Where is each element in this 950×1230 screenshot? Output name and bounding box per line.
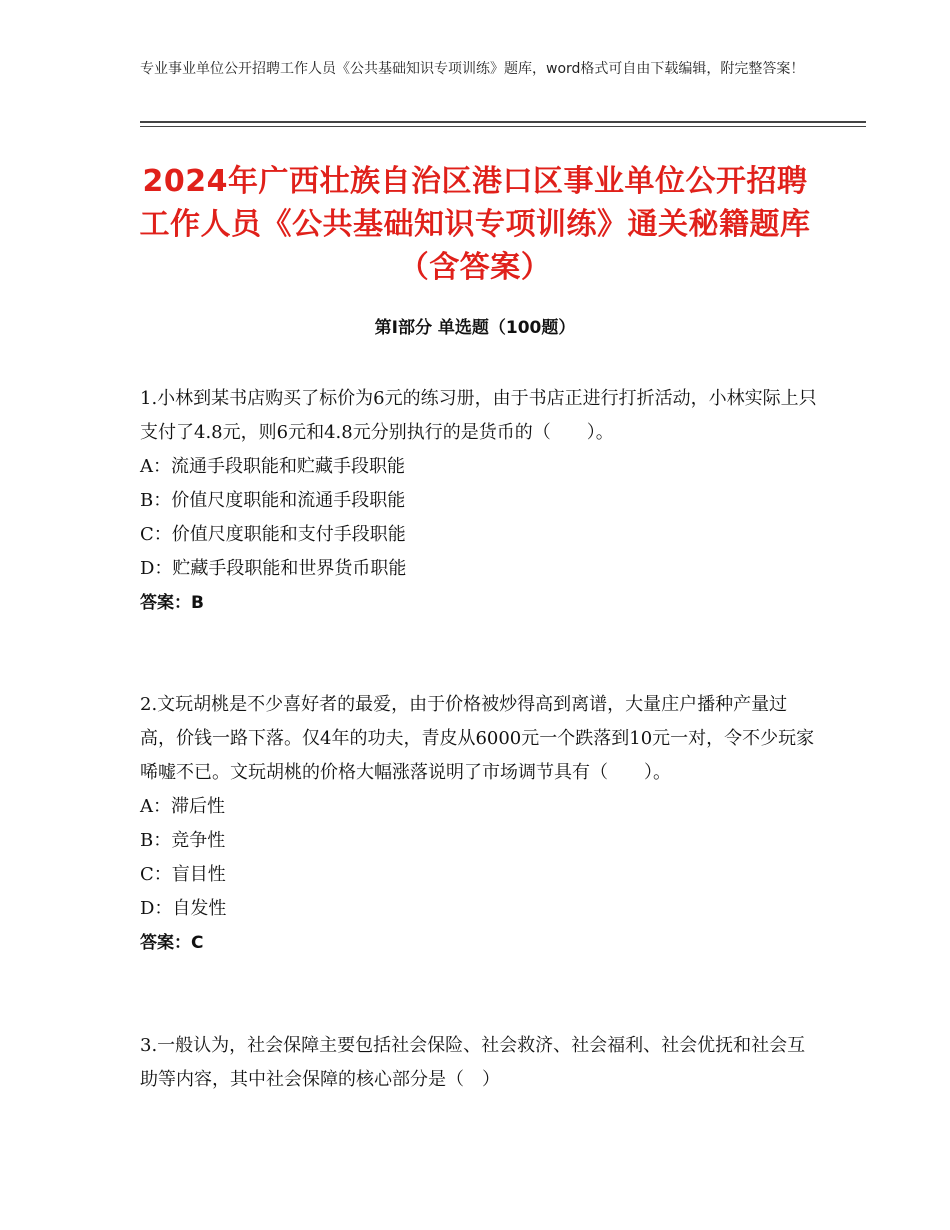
option-a: A：流通手段职能和贮藏手段职能 <box>140 456 405 477</box>
header-note: 专业事业单位公开招聘工作人员《公共基础知识专项训练》题库，word格式可自由下载编辑，附完整答案！ <box>140 61 805 77</box>
header-rule-thick <box>140 121 866 123</box>
question-stem: 2.文玩胡桃是不少喜好者的最爱，由于价格被炒得高到离谱，大量庄户播种产量过高，价钱一路下落。仅4年的功夫，青皮从6000元一个跌落到10元一对，令不少玩家唏嘘不已。文玩胡桃的价格大幅涨落说明了市场调节具有（ ）。 <box>140 694 815 783</box>
answer: 答案：B <box>140 593 204 613</box>
question-2 <box>140 688 820 960</box>
option-d: D：自发性 <box>140 898 227 919</box>
option-b: B：价值尺度职能和流通手段职能 <box>140 490 406 511</box>
header-rule-thin <box>140 126 866 127</box>
question-stem: 1.小林到某书店购买了标价为6元的练习册，由于书店正进行打折活动，小林实际上只支付了4.8元，则6元和4.8元分别执行的是货币的（ ）。 <box>140 388 817 443</box>
option-d: D：贮藏手段职能和世界货币职能 <box>140 558 407 579</box>
option-c: C：盲目性 <box>140 864 226 885</box>
section-title: 第Ⅰ部分 单选题（100题） <box>374 318 576 338</box>
question-3 <box>140 1029 820 1097</box>
document-title: 2024年广西壮族自治区港口区事业单位公开招聘工作人员《公共基础知识专项训练》通关秘籍题库（含答案） <box>139 164 811 285</box>
answer: 答案：C <box>140 933 204 953</box>
option-b: B：竞争性 <box>140 830 226 851</box>
option-c: C：价值尺度职能和支付手段职能 <box>140 524 406 545</box>
option-a: A：滞后性 <box>140 796 225 817</box>
question-stem: 3.一般认为，社会保障主要包括社会保险、社会救济、社会福利、社会优抚和社会互助等内容，其中社会保障的核心部分是（ ） <box>140 1035 806 1090</box>
question-1 <box>140 382 820 620</box>
